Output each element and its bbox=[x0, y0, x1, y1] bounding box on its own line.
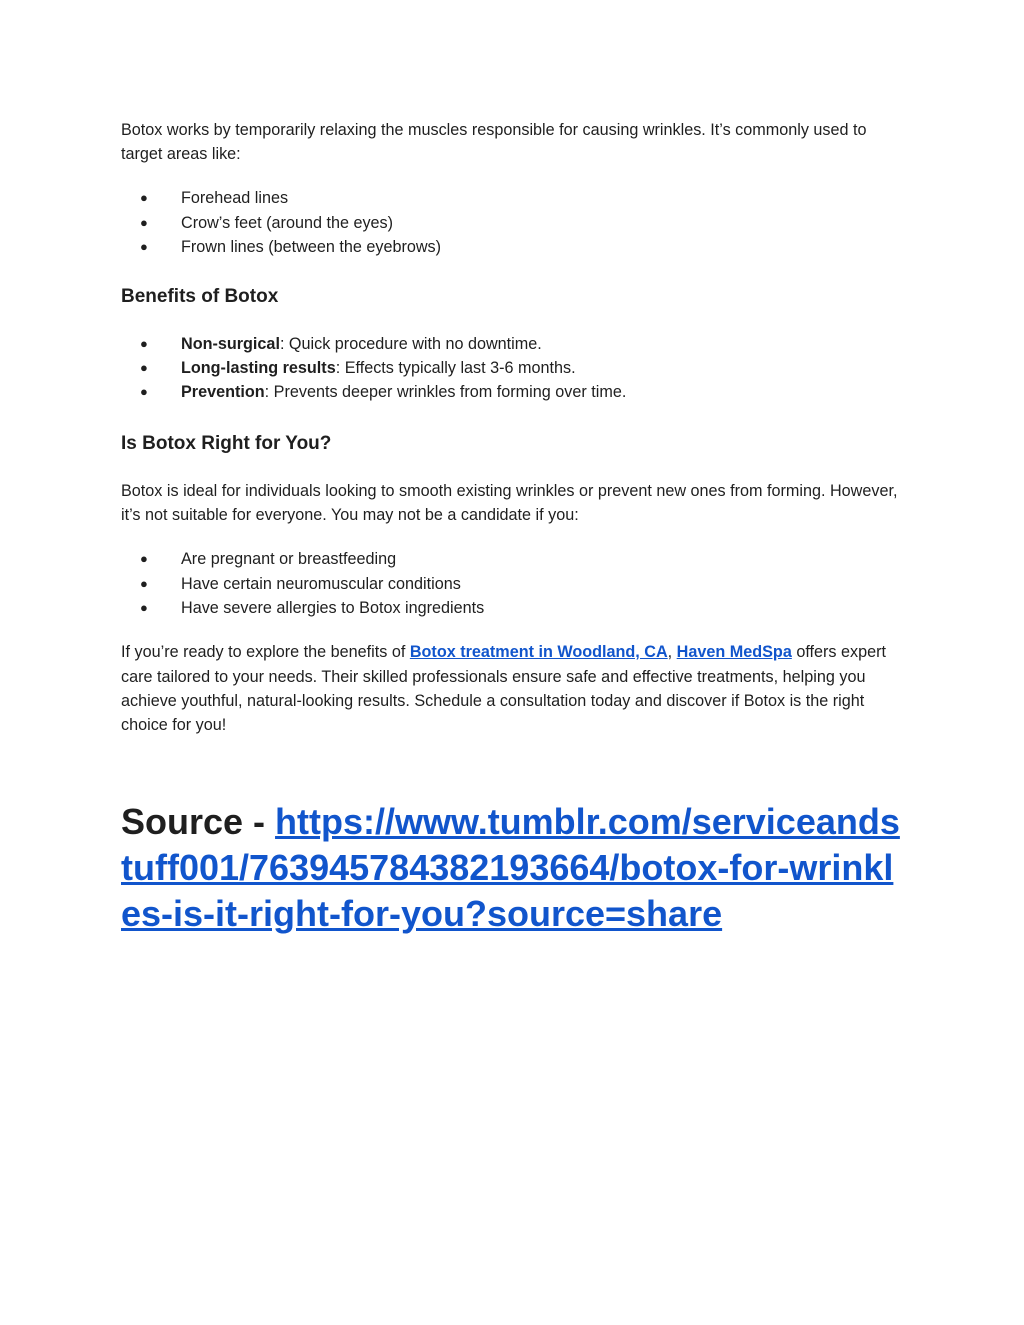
bullet-icon: ● bbox=[140, 190, 148, 206]
list-item: ● Frown lines (between the eyebrows) bbox=[121, 235, 911, 259]
list-item: ● Have severe allergies to Botox ingredients bbox=[121, 596, 911, 620]
bullet-icon: ● bbox=[140, 335, 148, 351]
list-item: ● Crow’s feet (around the eyes) bbox=[121, 211, 911, 235]
list-item bbox=[121, 332, 911, 356]
right-for-you-heading: Is Botox Right for You? bbox=[121, 432, 332, 454]
haven-medspa-link[interactable]: Haven MedSpa bbox=[676, 643, 792, 662]
not-candidate-list bbox=[121, 547, 911, 620]
botox-treatment-link[interactable]: Botox treatment in Woodland, CA bbox=[409, 643, 668, 662]
bullet-icon: ● bbox=[140, 575, 148, 591]
source-block bbox=[121, 799, 911, 937]
benefit-desc: : Quick procedure with no downtime. bbox=[279, 334, 542, 353]
list-item: ● Have certain neuromuscular conditions bbox=[121, 572, 911, 596]
target-areas-list bbox=[121, 186, 911, 259]
bullet-icon: ● bbox=[140, 214, 148, 230]
source-label: Source - bbox=[121, 801, 276, 843]
bullet-icon: ● bbox=[140, 384, 148, 400]
benefit-term: Long-lasting results bbox=[181, 359, 336, 378]
bullet-icon: ● bbox=[140, 360, 148, 376]
bullet-icon: ● bbox=[140, 600, 148, 616]
list-item bbox=[121, 356, 911, 380]
source-url-link[interactable]: https://www.tumblr.com/serviceandstuff001/763945784382193664/botox-for-wrinkles-is-it-right-for-you?source=share bbox=[121, 801, 900, 935]
list-item: ● Are pregnant or breastfeeding bbox=[121, 547, 911, 571]
document-page bbox=[121, 118, 911, 937]
closing-paragraph: If you’re ready to explore the benefits of Botox treatment in Woodland, CA, Haven MedSpa offers expert care tailored to your needs. Their skilled professionals ensure safe and effective treatments, helping you achieve youthful, natural-looking results. Schedule a consultation today and discover if Botox is the right choice for you! bbox=[121, 643, 887, 735]
right-for-you-paragraph: Botox is ideal for individuals looking to smooth existing wrinkles or prevent new ones from forming. However, it’s not suitable for everyone. You may not be a candidate if you: bbox=[121, 481, 898, 525]
intro-paragraph: Botox works by temporarily relaxing the muscles responsible for causing wrinkles. It’s commonly used to target areas like: bbox=[121, 121, 867, 164]
benefit-term: Non-surgical bbox=[181, 334, 280, 353]
benefits-list bbox=[121, 332, 911, 405]
list-item: ● Forehead lines bbox=[121, 186, 911, 210]
bullet-icon: ● bbox=[140, 239, 148, 255]
benefits-heading: Benefits of Botox bbox=[121, 285, 279, 307]
benefit-desc: : Prevents deeper wrinkles from forming over time. bbox=[264, 383, 627, 402]
benefit-desc: : Effects typically last 3-6 months. bbox=[335, 359, 576, 378]
benefit-term: Prevention bbox=[181, 383, 265, 402]
bullet-icon: ● bbox=[140, 551, 148, 567]
list-item bbox=[121, 380, 911, 404]
